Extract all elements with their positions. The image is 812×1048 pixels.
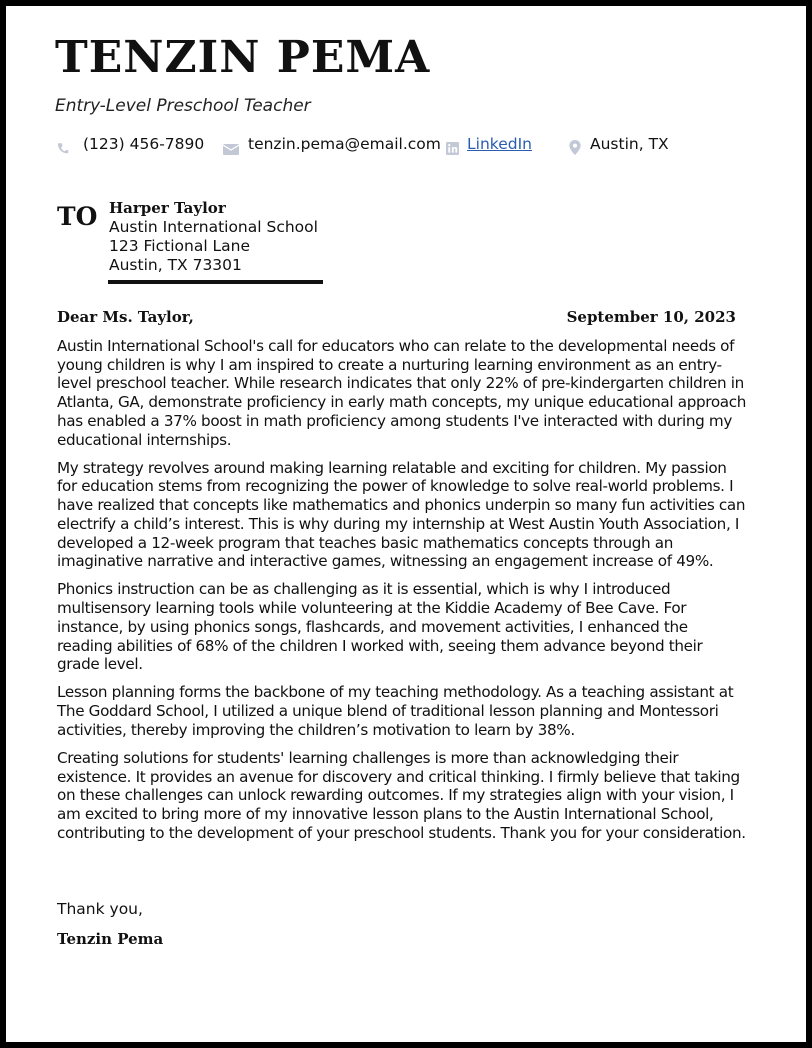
linkedin-link[interactable]: LinkedIn [467, 135, 532, 153]
body-paragraph: Austin International School's call for educators who can relate to the developmental needs of young children is why I am inspired to create a nurturing learning environment as an entry-level preschool teacher. While research indicates that only 22% of pre-kindergarten children in Atlanta, GA, demonstrate proficiency in early math concepts, my unique educational approach has enabled a 37% boost in math proficiency among students I've interacted with during my educational internships. [57, 337, 747, 449]
location-text: Austin, TX [590, 135, 669, 153]
contact-phone [55, 133, 204, 155]
envelope-icon [223, 139, 239, 155]
linkedin-icon [444, 139, 460, 155]
salutation-row [57, 308, 736, 326]
applicant-name: TENZIN PEMA [55, 32, 431, 83]
map-pin-icon [567, 139, 583, 155]
body-paragraph: Phonics instruction can be as challenging as it is essential, which is why I introduced multisensory learning tools while volunteering at the Kiddie Academy of Bee Cave. For instance, by using phonics songs, flashcards, and movement activities, I enhanced the reading abilities of 68% of the children I worked with, seeing them advance beyond their grade level. [57, 580, 703, 674]
cover-letter-page [6, 6, 806, 1042]
recipient-divider [108, 280, 323, 284]
recipient-organization: Austin International School [109, 218, 318, 236]
letter-date: September 10, 2023 [566, 308, 736, 326]
applicant-title: Entry-Level Preschool Teacher [55, 96, 311, 116]
to-label: TO [57, 202, 98, 231]
phone-number: (123) 456-7890 [83, 135, 205, 153]
recipient-block [109, 199, 318, 275]
signature: Tenzin Pema [57, 930, 164, 948]
body-paragraph: My strategy revolves around making learning relatable and exciting for children. My passion for education stems from recognizing the power of knowledge to solve real-world problems. I have realized that concepts like mathematics and phonics underpin so many fun activities can electrify a child’s interest. This is why during my internship at West Austin Youth Association, I developed a 12-week program that teaches basic mathematics concepts through an imaginative narrative and interactive games, witnessing an engagement increase of 49%. [57, 458, 746, 571]
body-paragraph: Creating solutions for students' learning challenges is more than acknowledging their existence. It provides an avenue for discovery and critical thinking. I firmly believe that taking on these challenges can unlock rewarding outcomes. If my strategies align with your vision, I am excited to bring more of my innovative lesson plans to the Austin International School, contributing to the development of your preschool students. Thank you for your consideration. [57, 749, 746, 842]
closing: Thank you, [57, 900, 143, 918]
contact-email [223, 133, 441, 155]
recipient-city: Austin, TX 73301 [109, 256, 242, 274]
contact-location [567, 133, 669, 155]
salutation: Dear Ms. Taylor, [57, 308, 194, 326]
body-paragraph: Lesson planning forms the backbone of my teaching methodology. As a teaching assistant at The Goddard School, I utilized a unique blend of traditional lesson planning and Montessori activities, thereby improving the children’s motivation to learn by 38%. [57, 683, 734, 739]
recipient-name: Harper Taylor [109, 199, 226, 217]
contact-linkedin [444, 133, 532, 155]
recipient-street: 123 Fictional Lane [109, 237, 251, 255]
phone-icon [55, 139, 71, 155]
email-address: tenzin.pema@email.com [248, 135, 441, 153]
letter-body [57, 337, 747, 852]
